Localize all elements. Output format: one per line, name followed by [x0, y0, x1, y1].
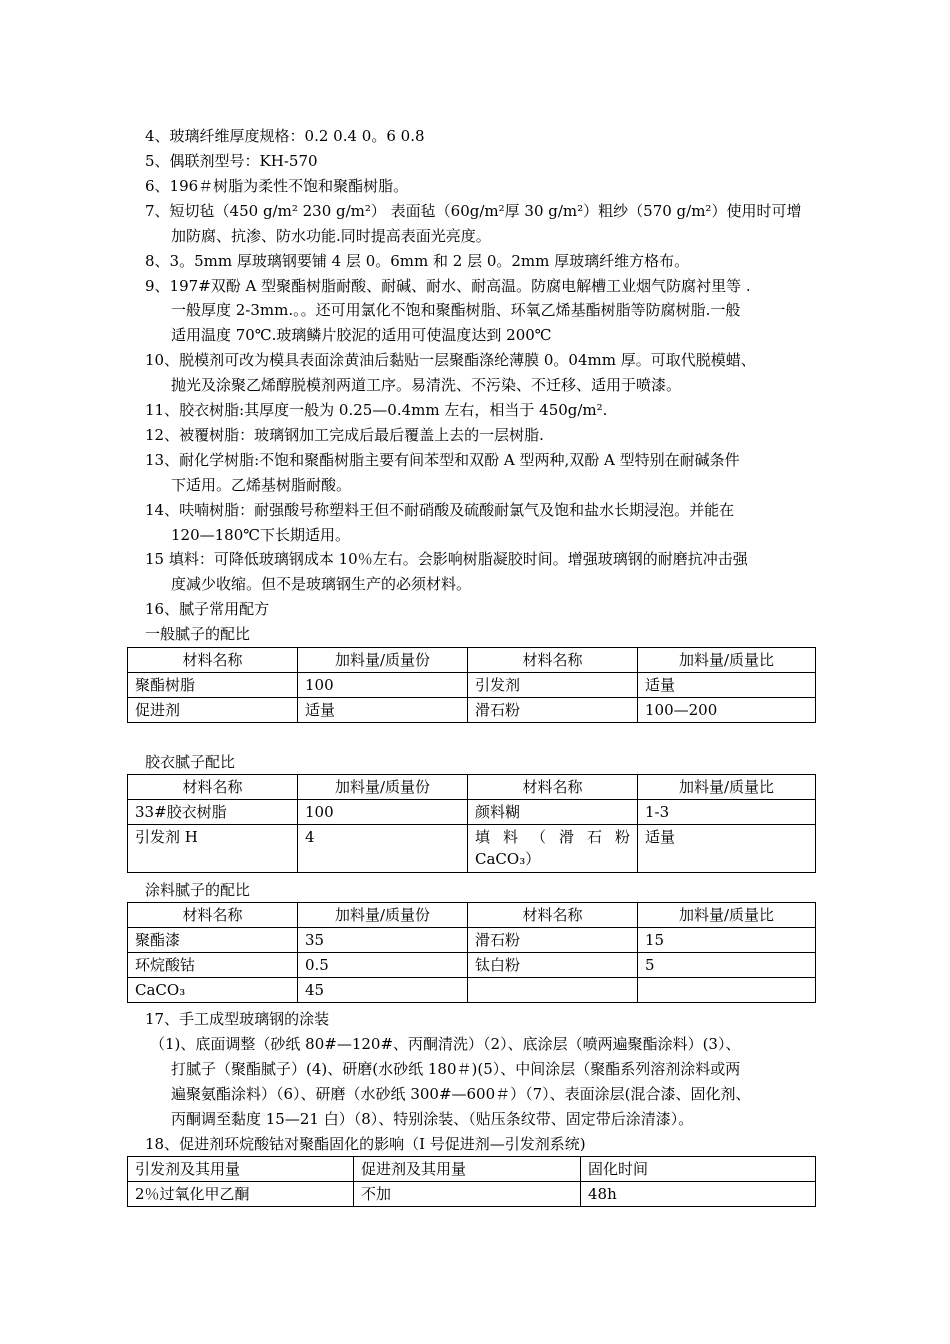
table-cell: 35 — [298, 928, 468, 953]
item-7-cont: 加防腐、抗渗、防水功能.同时提高表面光亮度。 — [171, 227, 491, 245]
table-cell — [468, 825, 638, 873]
item-15-cont: 度减少收缩。但不是玻璃钢生产的必须材料。 — [171, 575, 472, 593]
table-coating-putty — [127, 902, 816, 1003]
item-16: 16、腻子常用配方 — [145, 600, 270, 618]
table2-caption: 胶衣腻子配比 — [145, 753, 236, 771]
table-cell: 聚酯树脂 — [128, 673, 298, 698]
table-gelcoat-putty — [127, 774, 816, 873]
table-accelerator-effect — [127, 1156, 816, 1207]
table-row — [128, 953, 816, 978]
item-9-cont-1: 一般厚度 2-3mm.。。还可用氯化不饱和聚酯树脂、环氧乙烯基酯树脂等防腐树脂.一般 — [171, 301, 741, 319]
item-5: 5、偶联剂型号：KH-570 — [145, 152, 318, 170]
table-row — [128, 825, 816, 873]
table-cell: 颜料糊 — [468, 800, 638, 825]
table-row — [128, 800, 816, 825]
table-cell: 钛白粉 — [468, 953, 638, 978]
table-cell: 5 — [638, 953, 816, 978]
table-cell: 引发剂 — [468, 673, 638, 698]
table-cell: 环烷酸钴 — [128, 953, 298, 978]
table-cell — [468, 978, 638, 1003]
table-cell: 48h — [581, 1182, 816, 1207]
header-cell: 材料名称 — [128, 903, 298, 928]
table-cell: 引发剂 H — [128, 825, 298, 873]
table-header-row — [128, 648, 816, 673]
table-cell: 2％过氧化甲乙酮 — [128, 1182, 354, 1207]
table-cell: 33#胶衣树脂 — [128, 800, 298, 825]
header-cell: 加料量/质量份 — [298, 775, 468, 800]
table-row — [128, 928, 816, 953]
table-cell: 15 — [638, 928, 816, 953]
header-cell: 加料量/质量比 — [638, 903, 816, 928]
item-4: 4、玻璃纤维厚度规格：0.2 0.4 0。6 0.8 — [145, 127, 425, 145]
item-7: 7、短切毡（450 g/m² 230 g/m²） 表面毡（60g/m²厚 30 g/m²）粗纱（570 g/m²）使用时可增 — [145, 202, 802, 220]
item-17-line-3: 遍聚氨酯涂料）（6）、研磨（水砂纸 300#—600＃）（7）、表面涂层(混合漆、固化剂、 — [171, 1085, 751, 1103]
table-header-row — [128, 775, 816, 800]
item-17-line-2: 打腻子（聚酯腻子）(4)、研磨(水砂纸 180＃)(5）、中间涂层（聚酯系列溶剂涂料或两 — [171, 1060, 741, 1078]
header-cell: 固化时间 — [581, 1157, 816, 1182]
table-cell: 45 — [298, 978, 468, 1003]
item-8: 8、3。5mm 厚玻璃钢要铺 4 层 0。6mm 和 2 层 0。2mm 厚玻璃纤维方格布。 — [145, 252, 690, 270]
item-18-title: 18、促进剂环烷酸钴对聚酯固化的影响（I 号促进剂—引发剂系统) — [145, 1135, 586, 1153]
item-17-line-4: 丙酮调至黏度 15—21 白）（8）、特别涂装、（贴压条纹带、固定带后涂清漆）。 — [171, 1110, 694, 1128]
table-general-putty — [127, 647, 816, 723]
item-15: 15 填料：可降低玻璃钢成本 10％左右。会影响树脂凝胶时间。增强玻璃钢的耐磨抗冲击强 — [145, 550, 748, 568]
table-cell: 不加 — [354, 1182, 581, 1207]
item-14: 14、呋喃树脂：耐强酸号称塑料王但不耐硝酸及硫酸耐氯气及饱和盐水长期浸泡。并能在 — [145, 501, 735, 519]
table-cell: 0.5 — [298, 953, 468, 978]
table-row — [128, 673, 816, 698]
item-11: 11、胶衣树脂:其厚度一般为 0.25—0.4mm 左右，相当于 450g/m². — [145, 401, 608, 419]
header-cell: 材料名称 — [128, 648, 298, 673]
table-cell: 滑石粉 — [468, 928, 638, 953]
item-9-cont-2: 适用温度 70℃.玻璃鳞片胶泥的适用可使温度达到 200℃ — [171, 326, 552, 344]
item-17-title: 17、手工成型玻璃钢的涂装 — [145, 1010, 330, 1028]
item-9: 9、197#双酚 A 型聚酯树脂耐酸、耐碱、耐水、耐高温。防腐电解槽工业烟气防腐衬里等 . — [145, 277, 751, 295]
table-header-row — [128, 1157, 816, 1182]
table-row — [128, 698, 816, 723]
table-cell: 100 — [298, 800, 468, 825]
item-10-cont: 抛光及涂聚乙烯醇脱模剂两道工序。易清洗、不污染、不迁移、适用于喷漆。 — [171, 376, 682, 394]
item-12: 12、被覆树脂：玻璃钢加工完成后最后覆盖上去的一层树脂. — [145, 426, 544, 444]
table-cell: 聚酯漆 — [128, 928, 298, 953]
table-cell: 滑石粉 — [468, 698, 638, 723]
table1-caption: 一般腻子的配比 — [145, 625, 251, 643]
item-6: 6、196＃树脂为柔性不饱和聚酯树脂。 — [145, 177, 409, 195]
table-row — [128, 978, 816, 1003]
header-cell: 材料名称 — [468, 648, 638, 673]
table-cell: 4 — [298, 825, 468, 873]
header-cell: 加料量/质量比 — [638, 648, 816, 673]
header-cell: 材料名称 — [468, 903, 638, 928]
header-cell: 促进剂及其用量 — [354, 1157, 581, 1182]
header-cell: 材料名称 — [468, 775, 638, 800]
table-cell: 1-3 — [638, 800, 816, 825]
table-cell: 适量 — [298, 698, 468, 723]
item-17-line-1: （1)、底面调整（砂纸 80#—120#、丙酮清洗）（2）、底涂层（喷两遍聚酯涂料）(3）、 — [150, 1035, 741, 1053]
item-10: 10、脱模剂可改为模具表面涂黄油后黏贴一层聚酯涤纶薄膜 0。04mm 厚。可取代脱模蜡、 — [145, 351, 756, 369]
table-cell: CaCO₃ — [128, 978, 298, 1003]
filler-label-cont: CaCO₃） — [475, 850, 541, 868]
header-cell: 加料量/质量份 — [298, 648, 468, 673]
header-cell: 引发剂及其用量 — [128, 1157, 354, 1182]
item-13-cont: 下适用。乙烯基树脂耐酸。 — [171, 476, 352, 494]
item-14-cont: 120—180℃下长期适用。 — [171, 526, 351, 544]
table-row — [128, 1182, 816, 1207]
header-cell: 材料名称 — [128, 775, 298, 800]
table-header-row — [128, 903, 816, 928]
header-cell: 加料量/质量比 — [638, 775, 816, 800]
table-cell: 适量 — [638, 673, 816, 698]
table-cell: 100—200 — [638, 698, 816, 723]
table-cell — [638, 978, 816, 1003]
table3-caption: 涂料腻子的配比 — [145, 881, 251, 899]
table-cell: 适量 — [638, 825, 816, 873]
item-13: 13、耐化学树脂:不饱和聚酯树脂主要有间苯型和双酚 A 型两种,双酚 A 型特别在耐碱条件 — [145, 451, 740, 469]
table-cell: 100 — [298, 673, 468, 698]
header-cell: 加料量/质量份 — [298, 903, 468, 928]
table-cell: 促进剂 — [128, 698, 298, 723]
filler-label: 填 料 （ 滑 石 粉 — [475, 828, 630, 846]
